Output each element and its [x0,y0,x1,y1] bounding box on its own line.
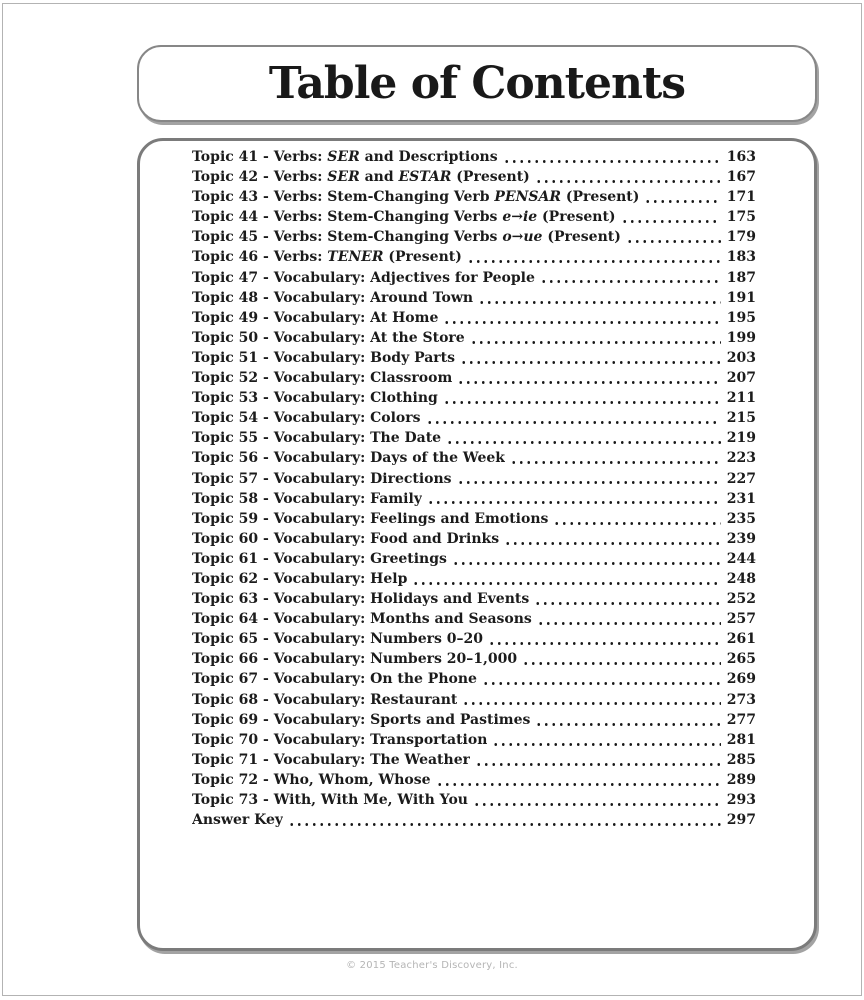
toc-entry-label: Topic 52 - Vocabulary: Classroom [192,370,453,387]
toc-entry [192,669,756,689]
dot-leader [469,328,721,348]
toc-entry [192,589,756,609]
toc-entry-label: Topic 69 - Vocabulary: Sports and Pastimes [192,711,531,728]
toc-entry-label: Topic 59 - Vocabulary: Feelings and Emotions [192,510,549,527]
toc-entry [192,328,756,348]
dot-leader [536,609,721,629]
dot-leader [539,268,721,288]
dot-leader [509,448,721,468]
dot-leader [481,669,721,689]
toc-entry [192,288,756,308]
toc-entry [192,509,756,529]
dot-leader [435,770,721,790]
dot-leader [534,167,721,187]
toc-entry-label: Topic 41 - Verbs: SER and Descriptions [192,149,498,165]
toc-entry-page: 281 [726,731,756,748]
toc-entry-page: 215 [726,410,756,427]
toc-entry [192,167,756,187]
dot-leader [451,549,721,569]
toc-entry [192,770,756,790]
dot-leader [477,288,721,308]
toc-entry-page: 187 [726,269,756,286]
toc-entry [192,448,756,468]
toc-entry-label: Topic 61 - Vocabulary: Greetings [192,550,447,567]
toc-entry-page: 244 [726,550,756,567]
toc-entry-page: 223 [726,450,756,467]
toc-entry [192,690,756,710]
footer-copyright: © 2015 Teacher's Discovery, Inc. [346,960,518,971]
dot-leader [425,408,721,428]
toc-entry-label: Topic 51 - Vocabulary: Body Parts [192,349,456,366]
toc-entry [192,308,756,328]
toc-entry-label: Topic 67 - Vocabulary: On the Phone [192,671,477,688]
toc-entry-label: Topic 60 - Vocabulary: Food and Drinks [192,530,500,547]
toc-entry-page: 211 [726,390,756,407]
toc-entry-label: Topic 72 - Who, Whom, Whose [192,771,431,788]
dot-leader [620,207,721,227]
dot-leader [643,187,721,207]
toc-entry-page: 265 [726,651,756,668]
toc-entry-page: 235 [726,510,756,527]
toc-entry-label: Topic 47 - Vocabulary: Adjectives for People [192,269,535,286]
toc-entry-label: Topic 64 - Vocabulary: Months and Seasons [192,611,532,628]
toc-entry-label: Topic 45 - Verbs: Stem-Changing Verbs o→ue (Present) [192,229,621,246]
toc-entry [192,147,756,167]
dot-leader [456,368,721,388]
toc-entry [192,790,756,810]
toc-entry-page: 252 [726,591,756,608]
toc-entry [192,569,756,589]
toc-box [137,138,817,951]
dot-leader [442,308,721,328]
dot-leader [442,388,721,408]
toc-entry [192,227,756,247]
toc-entry [192,489,756,509]
toc-entry-label: Topic 46 - Verbs: TENER (Present) [192,249,462,266]
toc-list [192,147,756,830]
toc-entry-page: 195 [726,309,756,326]
toc-entry-page: 203 [726,349,756,366]
dot-leader [491,730,721,750]
dot-leader [445,428,721,448]
toc-entry-label: Topic 70 - Vocabulary: Transportation [192,731,488,748]
toc-entry-label: Topic 58 - Vocabulary: Family [192,490,422,507]
toc-entry-label: Topic 50 - Vocabulary: At the Store [192,329,465,346]
toc-entry-page: 227 [726,470,756,487]
toc-entry-page: 293 [726,792,756,808]
toc-entry [192,247,756,267]
toc-entry-page: 269 [726,671,756,688]
toc-entry-page: 175 [726,209,756,226]
toc-entry [192,529,756,549]
dot-leader [287,810,721,830]
toc-entry [192,730,756,750]
dot-leader [552,509,721,529]
toc-entry-page: 257 [726,611,756,628]
toc-entry-label: Topic 54 - Vocabulary: Colors [192,410,421,427]
toc-entry-page: 163 [726,149,756,165]
dot-leader [502,147,721,167]
toc-entry-label: Topic 44 - Verbs: Stem-Changing Verbs e→ie (Present) [192,209,616,226]
toc-entry-page: 285 [726,751,756,768]
toc-entry-label: Topic 71 - Vocabulary: The Weather [192,751,470,768]
toc-entry-label: Topic 68 - Vocabulary: Restaurant [192,691,458,708]
toc-entry [192,629,756,649]
dot-leader [487,629,721,649]
toc-entry-label: Topic 48 - Vocabulary: Around Town [192,289,474,306]
dot-leader [534,710,721,730]
toc-entry [192,469,756,489]
toc-entry-page: 297 [726,812,756,829]
toc-entry-page: 183 [726,249,756,266]
dot-leader [533,589,721,609]
toc-entry [192,187,756,207]
toc-entry-page: 248 [726,570,756,587]
title-box [137,45,817,122]
toc-entry-page: 207 [726,370,756,387]
toc-entry-page: 179 [726,229,756,246]
toc-entry-page: 231 [726,490,756,507]
toc-entry-label: Topic 56 - Vocabulary: Days of the Week [192,450,505,467]
toc-entry-label: Topic 42 - Verbs: SER and ESTAR (Present) [192,169,530,186]
toc-entry [192,810,756,830]
dot-leader [411,569,721,589]
toc-entry-page: 191 [726,289,756,306]
toc-entry [192,428,756,448]
dot-leader [459,348,721,368]
toc-entry-page: 273 [726,691,756,708]
toc-entry [192,348,756,368]
toc-entry [192,750,756,770]
toc-entry-page: 199 [726,329,756,346]
toc-entry [192,609,756,629]
toc-entry-page: 171 [726,189,756,206]
toc-entry-label: Topic 73 - With, With Me, With You [192,792,468,808]
toc-entry-label: Topic 62 - Vocabulary: Help [192,570,408,587]
toc-entry [192,549,756,569]
page-title: Table of Contents [268,58,686,109]
toc-entry-label: Topic 55 - Vocabulary: The Date [192,430,442,447]
toc-entry-page: 289 [726,771,756,788]
toc-entry-label: Topic 57 - Vocabulary: Directions [192,470,452,487]
toc-entry [192,710,756,730]
dot-leader [461,690,721,710]
toc-entry-label: Topic 66 - Vocabulary: Numbers 20–1,000 [192,651,518,668]
toc-entry [192,388,756,408]
toc-entry-page: 239 [726,530,756,547]
toc-entry-page: 261 [726,631,756,648]
toc-entry-label: Topic 53 - Vocabulary: Clothing [192,390,438,407]
toc-entry [192,207,756,227]
toc-entry-page: 277 [726,711,756,728]
toc-entry [192,368,756,388]
toc-entry-page: 219 [726,430,756,447]
toc-entry-label: Answer Key [192,812,284,829]
toc-entry-page: 167 [726,169,756,186]
dot-leader [474,750,721,770]
dot-leader [426,489,721,509]
dot-leader [472,790,721,810]
toc-entry-label: Topic 43 - Verbs: Stem-Changing Verb PENSAR (Present) [192,189,640,206]
toc-entry-label: Topic 49 - Vocabulary: At Home [192,309,439,326]
dot-leader [625,227,721,247]
toc-entry [192,649,756,669]
toc-entry [192,408,756,428]
toc-entry-label: Topic 63 - Vocabulary: Holidays and Events [192,591,530,608]
dot-leader [466,247,721,267]
dot-leader [521,649,721,669]
dot-leader [456,469,721,489]
toc-entry-label: Topic 65 - Vocabulary: Numbers 0–20 [192,631,483,648]
toc-entry [192,268,756,288]
dot-leader [503,529,721,549]
